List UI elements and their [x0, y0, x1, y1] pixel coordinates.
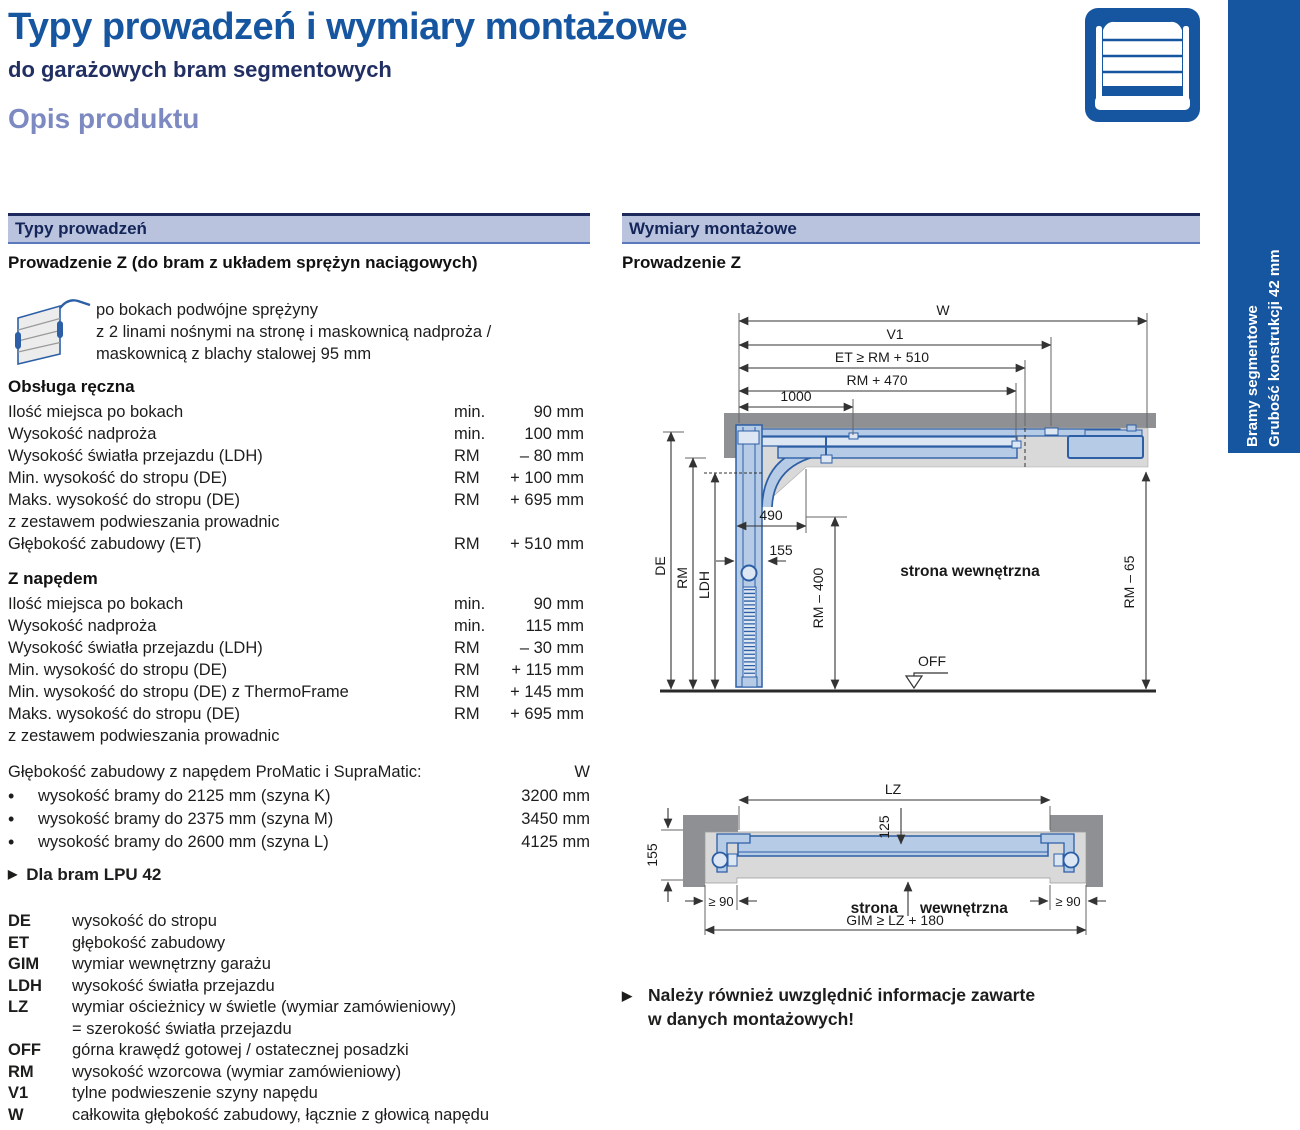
bullet-icon [8, 785, 38, 808]
legend-desc: wysokość światła przejazdu [72, 976, 275, 995]
dim-90-left-label: ≥ 90 [708, 894, 734, 909]
spec-row [8, 637, 590, 659]
depth-item [8, 785, 590, 808]
spec-row [8, 401, 590, 423]
note-arrow-icon [622, 983, 648, 1031]
spec-label: Wysokość światła przejazdu (LDH) [8, 639, 263, 657]
spec-ref: RM [454, 491, 480, 509]
left-lead-title: Prowadzenie Z (do bram z układem sprężyn naciągowych) [8, 253, 478, 272]
legend-row [8, 997, 590, 1040]
right-lead-title: Prowadzenie Z [622, 253, 742, 272]
depth-item [8, 831, 590, 854]
dim-rm-label: RM [674, 567, 690, 589]
spec-label: Ilość miejsca po bokach [8, 403, 184, 421]
spec-row [8, 659, 590, 681]
sectional-door-icon-svg [1085, 8, 1200, 122]
off-level-symbol [906, 673, 948, 688]
spec-label: z zestawem podwieszania prowadnic [8, 513, 280, 531]
spec-label: Wysokość nadproża [8, 425, 157, 443]
bullet-icon [8, 831, 38, 854]
spec-ref [454, 725, 504, 747]
spec-label: Maks. wysokość do stropu (DE) [8, 705, 240, 723]
roller [742, 566, 757, 581]
dim-155-label: 155 [644, 843, 660, 867]
note-block [622, 983, 1182, 1031]
depth-item-label: wysokość bramy do 2600 mm (szyna L) [38, 833, 329, 851]
spec-row [8, 511, 590, 533]
spec-label: Min. wysokość do stropu (DE) z ThermoFrame [8, 683, 349, 701]
left-column [8, 213, 590, 1130]
spec-value: + 695 mm [510, 705, 584, 723]
intro-line: maskownicą z blachy stalowej 95 mm [96, 345, 372, 363]
spec-ref: min. [454, 403, 486, 421]
dim-rm470-label: RM + 470 [846, 372, 908, 388]
legend-desc: głębokość zabudowy [72, 933, 226, 952]
legend-desc: całkowita głębokość zabudowy, łącznie z głowicą napędu [72, 1105, 490, 1124]
manual-section-title: Obsługa ręczna [8, 377, 135, 396]
manual-spec-table [8, 401, 590, 555]
powered-spec-table [8, 593, 590, 747]
spec-label: Wysokość światła przejazdu (LDH) [8, 447, 263, 465]
legend-desc: wysokość do stropu [72, 912, 217, 930]
dim-90-right-label: ≥ 90 [1055, 894, 1081, 909]
inner-side-label-2: wewnętrzna [920, 900, 1008, 917]
dim-1000-label: 1000 [780, 388, 812, 404]
off-label: OFF [918, 653, 946, 669]
spec-ref: RM [454, 683, 480, 701]
legend-row [8, 1062, 590, 1084]
legend-desc: górna krawędź gotowej / ostatecznej posadzki [72, 1041, 409, 1059]
page-edge-tab [1228, 0, 1300, 453]
page-edge-tab-text [1228, 0, 1300, 453]
legend-desc: wysokość wzorcowa (wymiar zamówieniowy) [72, 1062, 402, 1081]
spec-value [504, 511, 590, 533]
page-subtitle: do garażowych bram segmentowych [8, 57, 392, 82]
legend-abbr: ET [8, 933, 30, 952]
spec-label: Głębokość zabudowy (ET) [8, 535, 202, 553]
dim-v1-label: V1 [886, 326, 904, 342]
note-line2: w danych montażowych! [648, 1009, 855, 1029]
dim-w-label: W [936, 302, 950, 318]
spec-value: + 145 mm [510, 683, 584, 701]
intro-block [8, 296, 590, 375]
spec-ref: min. [454, 425, 486, 443]
spec-label: Min. wysokość do stropu (DE) [8, 469, 228, 487]
depth-heading-row [8, 761, 590, 783]
sectional-door-icon [1085, 8, 1200, 122]
section-title: Opis produktu [8, 103, 200, 134]
spec-ref: RM [454, 661, 480, 679]
inner-side-label-1: strona [850, 900, 898, 917]
dim-rm400-label: RM – 400 [810, 567, 826, 629]
left-panel-header: Typy prowadzeń [8, 213, 590, 244]
legend-row [8, 911, 590, 933]
note-text [648, 983, 1035, 1031]
dim-490-label: 490 [759, 507, 783, 523]
legend-row [8, 933, 590, 955]
spec-ref: RM [454, 469, 480, 487]
legend-abbr: LZ [8, 998, 29, 1016]
right-panel-header: Wymiary montażowe [622, 213, 1200, 244]
intro-text [96, 296, 491, 375]
spec-ref: RM [454, 447, 480, 465]
spec-value: + 100 mm [510, 469, 584, 487]
vertical-track [736, 425, 762, 687]
bullet-icon [8, 808, 38, 831]
spec-label: Maks. wysokość do stropu (DE) [8, 491, 240, 509]
spec-label: Ilość miejsca po bokach [8, 595, 184, 613]
spec-value: + 115 mm [511, 661, 584, 679]
legend-abbr: V1 [8, 1084, 29, 1102]
side-view-labels [652, 302, 1137, 669]
dim-lz-label: LZ [884, 781, 902, 797]
spec-row [8, 423, 590, 445]
right-column [622, 213, 1200, 1130]
spec-row [8, 533, 590, 555]
dim-de-label: DE [652, 556, 668, 576]
spec-row [8, 725, 590, 747]
page-title: Typy prowadzeń i wymiary montażowe [8, 6, 688, 48]
depth-item-label: wysokość bramy do 2125 mm (szyna K) [38, 787, 331, 805]
legend-row [8, 1083, 590, 1105]
legend-list [8, 911, 590, 1126]
spec-ref: min. [454, 595, 486, 613]
legend-desc: wymiar ościeżnicy w świetle (wymiar zamówieniowy) = szerokość światła przejazdu [72, 997, 590, 1040]
spec-value: – 30 mm [519, 639, 584, 657]
legend-abbr: RM [8, 1062, 34, 1081]
inner-side-label: strona wewnętrzna [900, 563, 1040, 580]
depth-item-value: 3450 mm [521, 810, 590, 828]
dim-125-label: 125 [876, 815, 892, 839]
spec-ref: RM [454, 705, 480, 723]
dim-ldh-label: LDH [696, 570, 712, 600]
spec-ref: min. [454, 617, 486, 635]
depth-item-label: wysokość bramy do 2375 mm (szyna M) [38, 810, 334, 828]
dim-155-label: 155 [769, 542, 793, 558]
legend-row [8, 1105, 590, 1127]
spec-row [8, 467, 590, 489]
spec-value: 115 mm [525, 617, 584, 635]
spec-row [8, 489, 590, 511]
legend-abbr: W [8, 1105, 24, 1124]
spec-value: + 510 mm [510, 535, 584, 553]
legend-abbr: LDH [8, 976, 42, 995]
spec-row [8, 681, 590, 703]
dim-rm65-label: RM – 65 [1121, 555, 1137, 609]
legend-abbr: GIM [8, 955, 40, 973]
spec-ref [454, 511, 504, 533]
v1-suspension-bracket [1045, 428, 1058, 435]
edge-tab-line1: Bramy segmentowe [1244, 305, 1261, 447]
powered-section-title: Z napędem [8, 569, 98, 588]
spec-value: + 695 mm [510, 491, 584, 509]
legend-abbr: OFF [8, 1041, 41, 1059]
spec-row [8, 445, 590, 467]
spec-label: z zestawem podwieszania prowadnic [8, 727, 280, 745]
spec-value: 90 mm [533, 403, 584, 421]
spec-value: 90 mm [533, 595, 584, 613]
spring-door-icon [8, 296, 96, 375]
depth-item-value: 4125 mm [521, 833, 590, 851]
legend-desc-line2: = szerokość światła przejazdu [72, 1019, 292, 1038]
legend-desc: wymiar wewnętrzny garażu [72, 955, 271, 973]
spec-row [8, 703, 590, 725]
door-panel [738, 836, 1048, 856]
spec-ref: RM [454, 639, 480, 657]
edge-tab-line2: Grubość konstrukcji 42 mm [1266, 249, 1283, 447]
spec-row [8, 615, 590, 637]
depth-item-value: 3200 mm [521, 787, 590, 805]
spec-value: – 80 mm [519, 447, 584, 465]
depth-item [8, 808, 590, 831]
legend-row [8, 1040, 590, 1062]
spec-row [8, 593, 590, 615]
intro-line: z 2 linami nośnymi na stronę i maskownicą nadproża / [96, 323, 492, 341]
note-line1: Należy również uwzględnić informacje zawarte [648, 985, 1036, 1005]
depth-heading: Głębokość zabudowy z napędem ProMatic i SupraMatic: [8, 763, 422, 781]
legend-row [8, 954, 590, 976]
spec-value [504, 725, 590, 747]
spec-value: 100 mm [524, 425, 584, 443]
legend-row [8, 976, 590, 998]
side-view-diagram [640, 295, 1200, 725]
legend-desc: tylne podwieszenie szyny napędu [72, 1084, 318, 1102]
applies-to-label: ▶ Dla bram LPU 42 [8, 865, 161, 885]
dim-et-label: ET ≥ RM + 510 [834, 349, 930, 365]
intro-line: po bokach podwójne sprężyny [96, 301, 318, 319]
spec-label: Wysokość nadproża [8, 617, 157, 635]
spec-ref: RM [454, 535, 480, 553]
legend-abbr: DE [8, 912, 31, 930]
plan-view-diagram [640, 770, 1200, 945]
dim-gim-label: GIM ≥ LZ + 180 [846, 912, 944, 928]
spec-label: Min. wysokość do stropu (DE) [8, 661, 228, 679]
depth-heading-value: W [574, 763, 590, 781]
depth-items-list [8, 785, 590, 854]
